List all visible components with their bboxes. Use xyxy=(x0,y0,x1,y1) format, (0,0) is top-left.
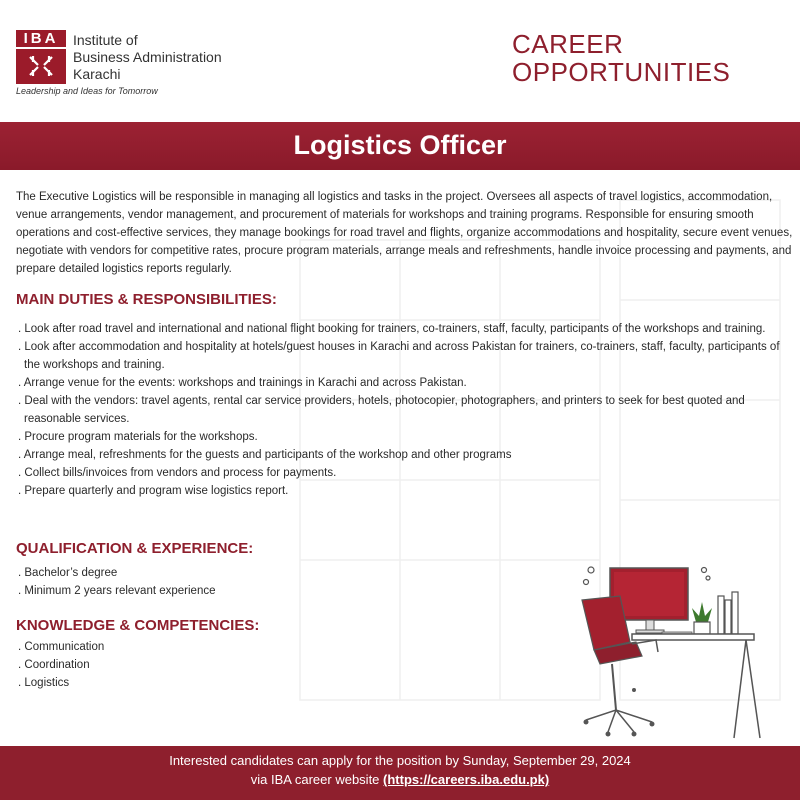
logo-emblem-icon xyxy=(27,54,55,78)
career-line-1: CAREER xyxy=(512,29,624,59)
list-item: . Arrange venue for the events: workshops and trainings in Karachi and across Pakistan. xyxy=(18,377,467,389)
list-item: . Collect bills/invoices from vendors and process for payments. xyxy=(18,467,337,479)
list-item: . Deal with the vendors: travel agents, rental car service providers, hotels, photocopier, photographers, and printers to seek for best quoted and reasonable services. xyxy=(18,395,745,425)
list-item: . Look after accommodation and hospitality at hotels/guest houses in Karachi and across Pakistan for trainers, co-trainers, staff, faculty, participants of the workshops and training. xyxy=(18,341,780,371)
iba-logo-icon xyxy=(16,30,66,84)
footer-apply-prefix: via IBA career website xyxy=(250,772,384,787)
logo-text: IBA xyxy=(16,30,66,49)
institute-line-1: Institute of xyxy=(73,32,138,48)
institute-line-3: Karachi xyxy=(73,66,121,82)
duties-heading: MAIN DUTIES & RESPONSIBILITIES: xyxy=(16,291,277,308)
duties-list xyxy=(16,320,796,500)
list-item: . Logistics xyxy=(18,677,70,689)
institute-line-2: Business Administration xyxy=(73,49,222,65)
footer-deadline: Interested candidates can apply for the position by Sunday, September 29, 2024 xyxy=(169,753,631,768)
list-item: . Minimum 2 years relevant experience xyxy=(18,585,216,597)
job-title: Logistics Officer xyxy=(293,130,507,160)
list-item: . Arrange meal, refreshments for the guests and participants of the workshop and other programs xyxy=(18,449,512,461)
institute-name xyxy=(73,32,222,83)
knowledge-list xyxy=(16,638,104,692)
list-item: . Bachelor’s degree xyxy=(18,567,118,579)
list-item: . Look after road travel and international and national flight booking for trainers, co-trainers, staff, faculty, participants of the workshops and training. xyxy=(18,323,766,335)
qualification-heading: QUALIFICATION & EXPERIENCE: xyxy=(16,540,254,557)
tagline: Leadership and Ideas for Tomorrow xyxy=(16,86,158,96)
footer-banner xyxy=(0,746,800,800)
desk-illustration-icon xyxy=(572,560,772,740)
career-website-link[interactable]: (https://careers.iba.edu.pk) xyxy=(383,772,550,787)
job-description: The Executive Logistics will be responsible in managing all logistics and tasks in the project. Oversees all aspects of travel logistics, accommodation, venue arrangements, vendor management, and procurement of materials for workshops and training programs. Responsible for ensuring smooth operations and cost-effective services, they manage bookings for road travel and flights, organize accommodations and hospitality, secure event venues, negotiate with vendors for competitive rates, procure program materials, arrange meals and refreshments, handle invoice processing and payments, and prepare detailed logistics reports regularly. xyxy=(16,191,793,275)
list-item: . Procure program materials for the workshops. xyxy=(18,431,258,443)
career-line-2: OPPORTUNITIES xyxy=(512,57,731,87)
title-banner xyxy=(0,122,800,170)
knowledge-heading: KNOWLEDGE & COMPETENCIES: xyxy=(16,617,260,634)
qualification-list xyxy=(16,564,216,600)
list-item: . Coordination xyxy=(18,659,90,671)
career-opportunities-title xyxy=(512,30,730,86)
list-item: . Prepare quarterly and program wise logistics report. xyxy=(18,485,289,497)
list-item: . Communication xyxy=(18,641,105,653)
footer-apply-line xyxy=(0,772,800,787)
